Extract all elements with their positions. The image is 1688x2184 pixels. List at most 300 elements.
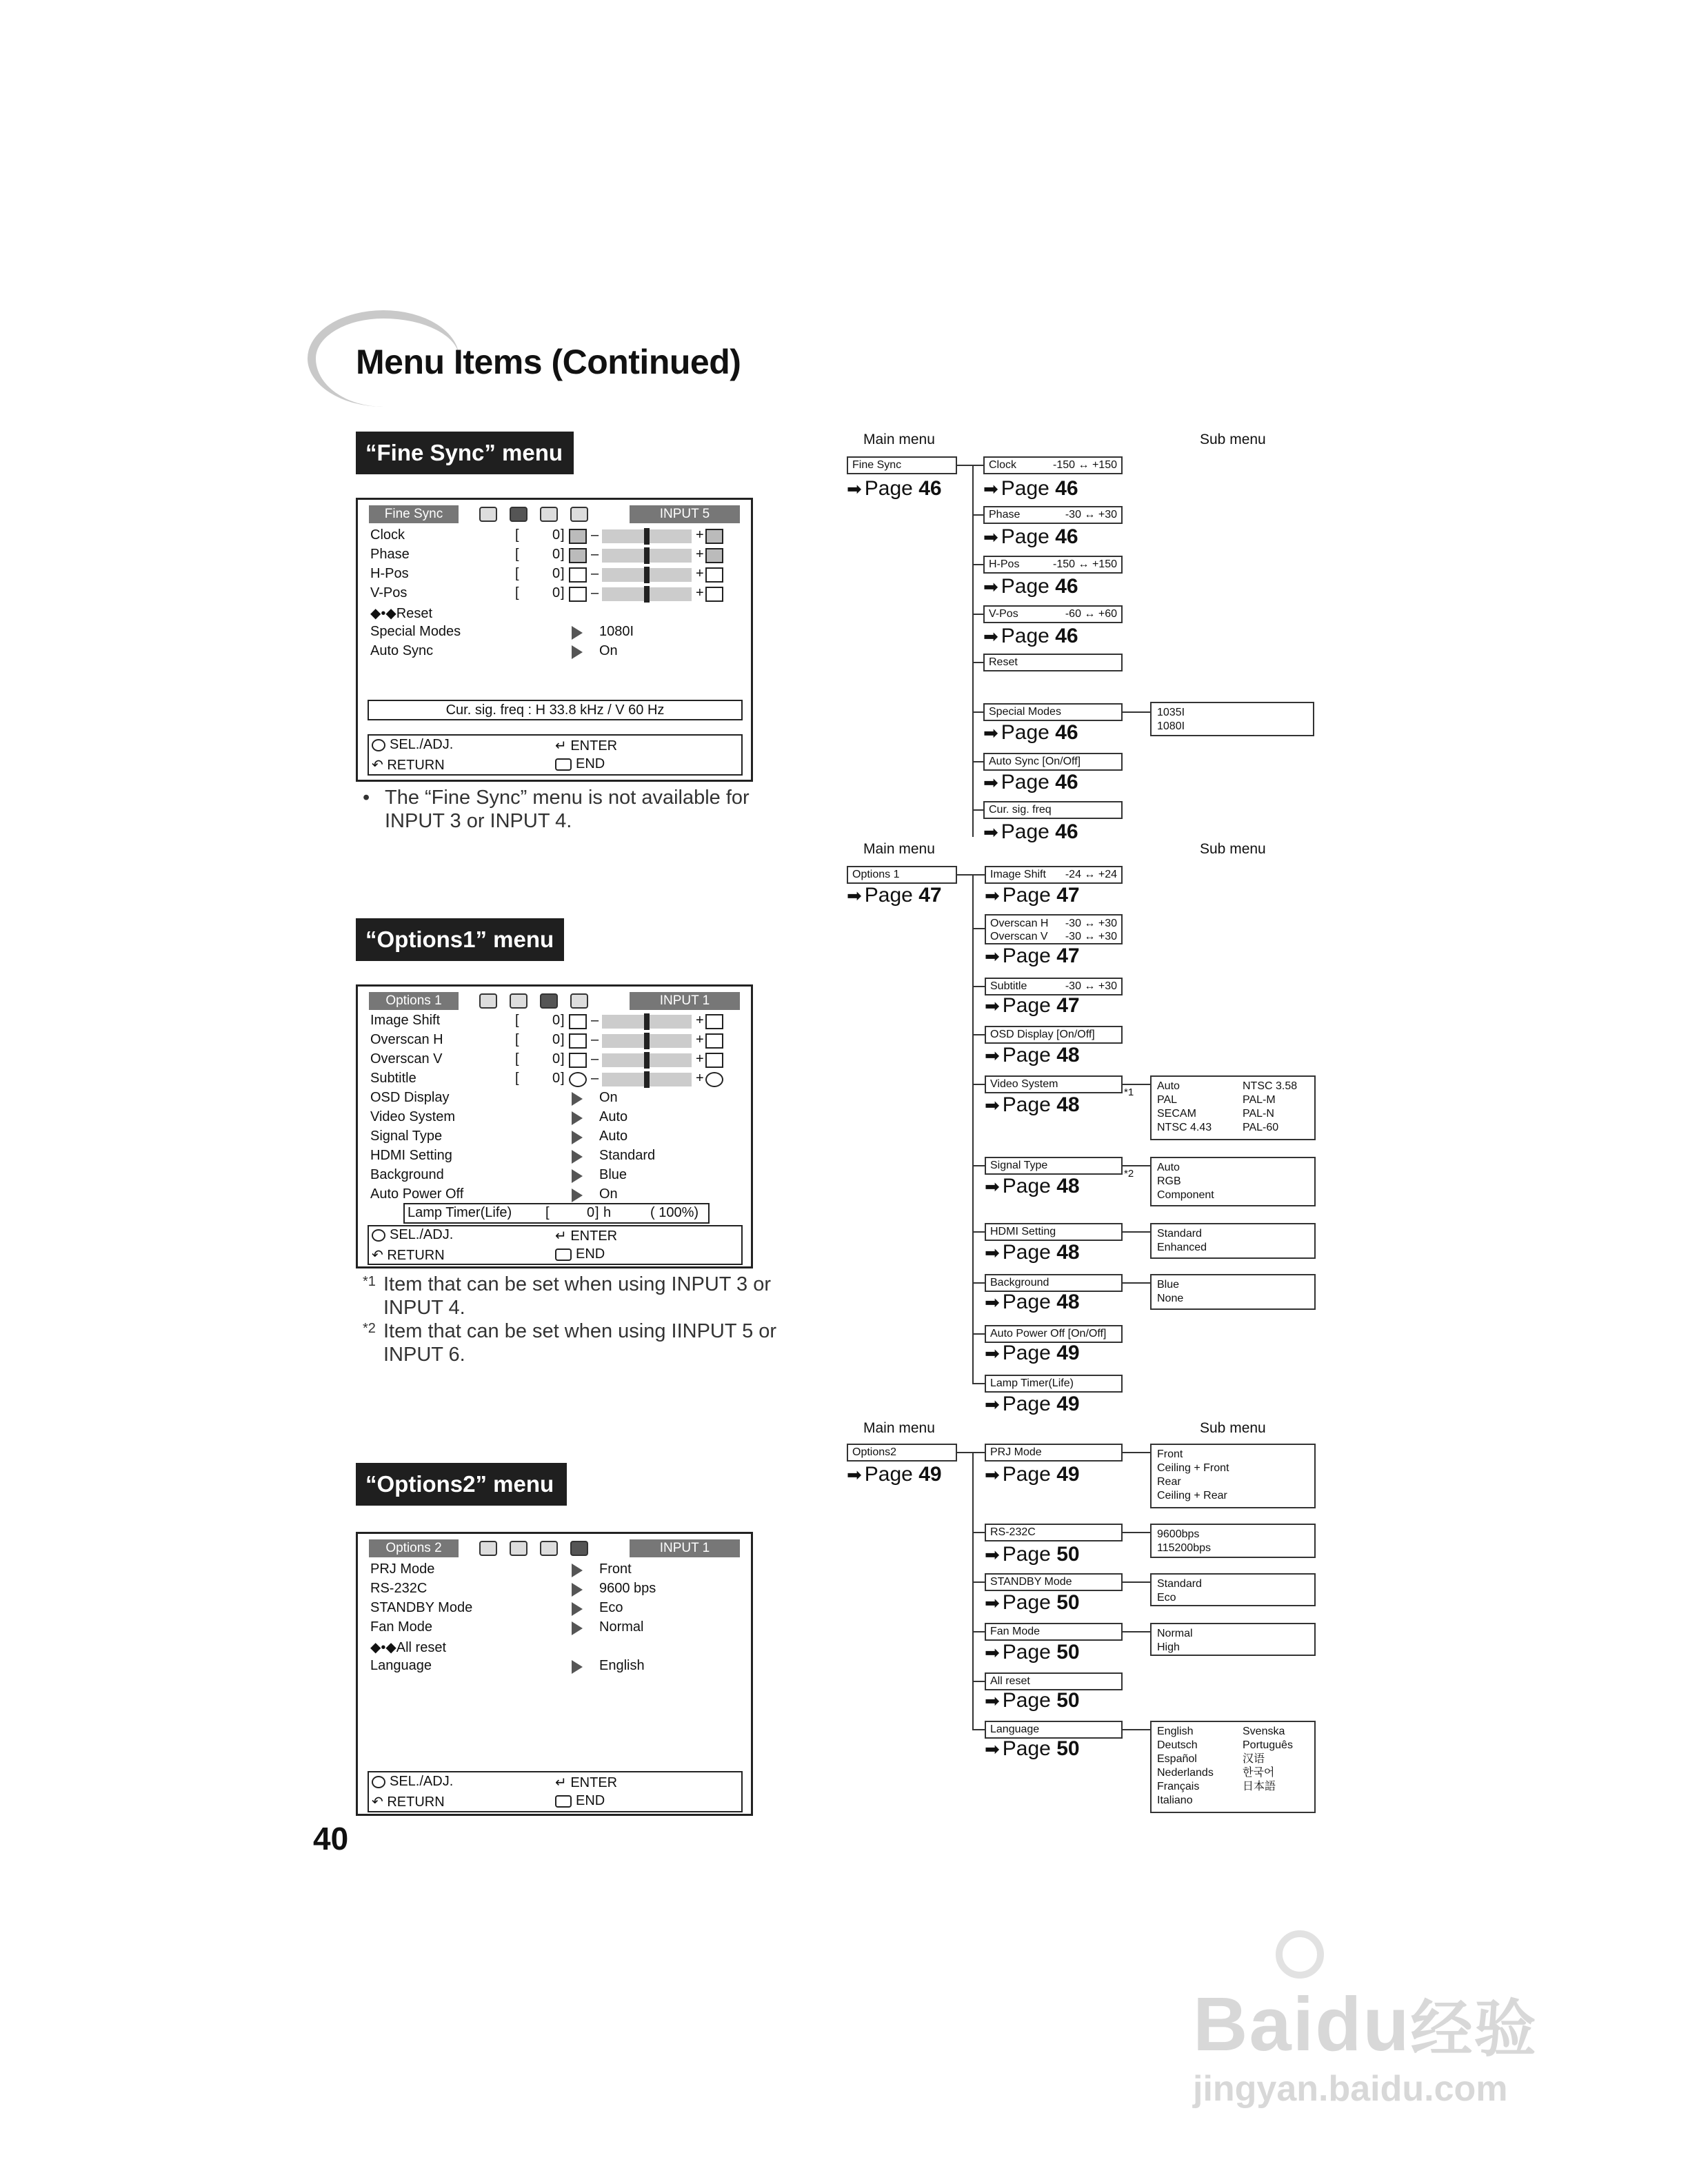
tree-item-signal-type: Signal Type bbox=[985, 1157, 1123, 1175]
tree-connector bbox=[972, 1532, 985, 1533]
minus-sign: – bbox=[591, 1071, 599, 1086]
return-hint bbox=[372, 1246, 445, 1264]
osd-item-label[interactable]: RS-232C bbox=[370, 1581, 428, 1596]
tree-item-fan-mode: Fan Mode bbox=[985, 1623, 1123, 1641]
osd-row-label: Phase bbox=[370, 547, 410, 562]
clock-slider[interactable] bbox=[602, 529, 692, 543]
tree-page-ref bbox=[983, 525, 1078, 549]
submenu-special-modes bbox=[1150, 702, 1314, 736]
submenu-hdmi-setting bbox=[1150, 1223, 1316, 1259]
page-arrow-icon: ➡ bbox=[985, 1593, 1000, 1613]
end-hint bbox=[555, 1793, 605, 1811]
page-word: Page bbox=[1001, 575, 1049, 598]
page-word: Page bbox=[1002, 1393, 1051, 1415]
tree-item-video-system: Video System bbox=[985, 1075, 1123, 1093]
slider-knob[interactable] bbox=[644, 1052, 650, 1069]
tree-item-osd-display: OSD Display [On/Off] bbox=[985, 1026, 1123, 1044]
overscan-h-value: 0 bbox=[552, 1032, 561, 1047]
tree-item-lamp-timer: Lamp Timer(Life) bbox=[985, 1375, 1123, 1393]
picture-tab-icon[interactable] bbox=[479, 507, 497, 522]
tree-connector bbox=[972, 1631, 985, 1632]
page-arrow-icon: ➡ bbox=[985, 995, 1000, 1016]
slider-knob[interactable] bbox=[644, 586, 650, 603]
tree-connector bbox=[972, 514, 983, 516]
fine-sync-tab-icon[interactable] bbox=[510, 1541, 528, 1556]
v-pos-slider[interactable] bbox=[602, 587, 692, 601]
language-value: English bbox=[599, 1658, 645, 1673]
sub-option: Italiano bbox=[1157, 1794, 1193, 1806]
submenu-arrow-icon bbox=[572, 1150, 583, 1164]
sub-option: 115200bps bbox=[1157, 1542, 1211, 1554]
page-word: Page bbox=[1001, 820, 1049, 843]
page-num: 50 bbox=[1056, 1737, 1080, 1760]
slider-knob[interactable] bbox=[644, 1013, 650, 1030]
tree-item-phase bbox=[983, 506, 1123, 524]
tree-item-all-reset: All reset bbox=[985, 1672, 1123, 1690]
tree-connector bbox=[957, 465, 974, 466]
tree-item-v-pos bbox=[983, 605, 1123, 623]
slider-knob[interactable] bbox=[644, 567, 650, 583]
sub-option: Ceiling + Front bbox=[1157, 1462, 1229, 1474]
overscan-v-value: 0 bbox=[552, 1051, 561, 1066]
page-num: 50 bbox=[1056, 1543, 1080, 1566]
baidu-watermark bbox=[1186, 1930, 1572, 2123]
page-arrow-icon: ➡ bbox=[985, 946, 1000, 967]
brand-cn: 经验 bbox=[1410, 1995, 1538, 2064]
page-num: 46 bbox=[1055, 721, 1078, 744]
osd-tab-bar bbox=[368, 505, 740, 523]
tree-connector bbox=[972, 1383, 985, 1384]
tree-connector bbox=[972, 1034, 985, 1035]
image-shift-slider[interactable] bbox=[602, 1015, 692, 1029]
sub-option: Standard bbox=[1157, 1228, 1202, 1240]
footnote-text: Item that can be set when using IINPUT 5 or INPUT 6. bbox=[383, 1320, 777, 1366]
item-range: -30 ↔ +30 bbox=[1065, 509, 1117, 520]
sub-column bbox=[1157, 1725, 1214, 1808]
submenu-arrow-icon bbox=[572, 626, 583, 640]
osd-item-value: 9600 bps bbox=[599, 1581, 656, 1596]
sel-adj-label: SEL./ADJ. bbox=[390, 737, 454, 752]
page-num: 47 bbox=[918, 884, 942, 907]
reset-arrows-icon: ◆•◆ bbox=[370, 606, 396, 621]
reset-arrows-icon: ◆•◆ bbox=[370, 1640, 396, 1655]
tree-connector bbox=[972, 809, 983, 811]
enter-hint bbox=[555, 1227, 617, 1245]
tree-trunk bbox=[972, 1452, 974, 1729]
sub-option: Enhanced bbox=[1157, 1242, 1207, 1253]
sub-option: Nederlands bbox=[1157, 1767, 1214, 1779]
end-hint bbox=[555, 756, 605, 774]
minus-sign: – bbox=[591, 527, 599, 543]
options2-tab-icon[interactable] bbox=[570, 993, 588, 1009]
sel-adj-hint bbox=[372, 1774, 453, 1792]
tree-connector bbox=[972, 1452, 985, 1453]
sub-option: Português bbox=[1243, 1739, 1293, 1751]
page-num: 47 bbox=[1056, 944, 1080, 967]
osd-row-label: Clock bbox=[370, 527, 405, 543]
footnote-mark: *2 bbox=[363, 1321, 376, 1336]
page-num: 47 bbox=[1056, 884, 1080, 907]
end-label: END bbox=[576, 756, 605, 771]
osd-item-value: Standard bbox=[599, 1148, 656, 1163]
minus-sign: – bbox=[591, 566, 599, 581]
submenu-arrow-icon bbox=[572, 1660, 583, 1674]
page-arrow-icon: ➡ bbox=[985, 1343, 1000, 1364]
tree-page-ref bbox=[983, 477, 1078, 501]
fine-sync-section-title: “Fine Sync” menu bbox=[356, 432, 574, 474]
tree-page-ref bbox=[983, 575, 1078, 598]
item-label: Overscan V bbox=[990, 931, 1048, 942]
submenu-video-system bbox=[1150, 1075, 1316, 1140]
options2-tab-icon[interactable] bbox=[570, 1541, 588, 1556]
page-num: 46 bbox=[1055, 820, 1078, 843]
osd-footer bbox=[368, 1225, 743, 1265]
page-arrow-icon: ➡ bbox=[847, 478, 862, 499]
bracket-open: [ bbox=[515, 585, 519, 600]
tree-connector bbox=[972, 928, 985, 929]
page-arrow-icon: ➡ bbox=[983, 527, 998, 547]
enter-hint bbox=[555, 1774, 617, 1792]
osd-row-label: V-Pos bbox=[370, 585, 408, 600]
page-num: 48 bbox=[1056, 1093, 1080, 1116]
minus-sign: – bbox=[591, 1013, 599, 1028]
submenu-arrow-icon bbox=[572, 1583, 583, 1597]
osd-row-label: Overscan V bbox=[370, 1051, 443, 1066]
slider-knob[interactable] bbox=[644, 528, 650, 545]
page-arrow-icon: ➡ bbox=[985, 1739, 1000, 1759]
osd-footer bbox=[368, 734, 743, 776]
return-label: RETURN bbox=[387, 1248, 445, 1263]
overscan-v-slider[interactable] bbox=[602, 1053, 692, 1067]
tree-main-options2: Options2 bbox=[847, 1444, 957, 1462]
options1-tab-icon[interactable] bbox=[540, 993, 558, 1009]
minus-sign: – bbox=[591, 547, 599, 562]
sub-option: 汉语 bbox=[1243, 1753, 1265, 1765]
h-pos-plus-icon bbox=[705, 567, 723, 583]
tree-item-prj-mode: PRJ Mode bbox=[985, 1444, 1123, 1462]
main-menu-header: Main menu bbox=[863, 432, 935, 447]
h-pos-slider[interactable] bbox=[602, 568, 692, 582]
osd-item-label[interactable]: STANDBY Mode bbox=[370, 1600, 473, 1615]
return-hint bbox=[372, 756, 445, 774]
page-arrow-icon: ➡ bbox=[985, 1292, 1000, 1313]
page-word: Page bbox=[1002, 1291, 1051, 1313]
sub-option: PAL bbox=[1157, 1094, 1178, 1106]
enter-label: ENTER bbox=[570, 1228, 618, 1244]
phase-icon bbox=[569, 548, 587, 563]
item-label: V-Pos bbox=[989, 608, 1018, 620]
minus-sign: – bbox=[591, 585, 599, 600]
submenu-arrow-icon bbox=[572, 1169, 583, 1183]
page-arrow-icon: ➡ bbox=[847, 885, 862, 906]
osd-item-label[interactable]: Background bbox=[370, 1167, 444, 1182]
sub-menu-header: Sub menu bbox=[1200, 1420, 1266, 1436]
tree-page-ref bbox=[985, 1241, 1080, 1264]
osd-item-label[interactable]: PRJ Mode bbox=[370, 1561, 435, 1577]
page-word: Page bbox=[864, 477, 913, 500]
subtitle-slider[interactable] bbox=[602, 1073, 692, 1086]
page-num: 48 bbox=[1056, 1044, 1080, 1066]
tree-connector bbox=[1123, 1532, 1150, 1533]
main-menu-header: Main menu bbox=[863, 1420, 935, 1436]
tree-connector bbox=[972, 465, 983, 466]
phase-value: 0 bbox=[552, 547, 561, 562]
submenu-fan-mode bbox=[1150, 1623, 1316, 1656]
item-range: -24 ↔ +24 bbox=[1065, 869, 1117, 880]
bracket-open: [ bbox=[515, 547, 519, 562]
phase-slider[interactable] bbox=[602, 549, 692, 563]
page-num: 46 bbox=[918, 477, 942, 500]
fine-sync-tab-icon[interactable] bbox=[510, 993, 528, 1009]
osd-item-label[interactable]: HDMI Setting bbox=[370, 1148, 452, 1163]
minus-sign: – bbox=[591, 1032, 599, 1047]
bracket-close: ] bbox=[561, 1051, 565, 1066]
sel-adj-hint bbox=[372, 1227, 453, 1245]
tree-item-auto-sync: Auto Sync [On/Off] bbox=[983, 753, 1123, 771]
overscan-v-icon bbox=[569, 1053, 587, 1068]
signal-frequency-readout: Cur. sig. freq : H 33.8 kHz / V 60 Hz bbox=[368, 700, 743, 720]
item-label: Image Shift bbox=[990, 869, 1046, 880]
osd-item-label[interactable]: Fan Mode bbox=[370, 1619, 433, 1635]
slider-knob[interactable] bbox=[644, 1033, 650, 1049]
page-num: 49 bbox=[918, 1463, 942, 1486]
options1-tab-icon[interactable] bbox=[540, 507, 558, 522]
enter-hint bbox=[555, 737, 617, 755]
end-label: END bbox=[576, 1246, 605, 1262]
page-word: Page bbox=[1001, 625, 1049, 647]
osd-item-value: Front bbox=[599, 1561, 632, 1577]
page-word: Page bbox=[1002, 1044, 1051, 1066]
fine-sync-tab-icon[interactable] bbox=[510, 507, 528, 522]
language-label[interactable]: Language bbox=[370, 1658, 432, 1673]
submenu-arrow-icon bbox=[572, 1189, 583, 1202]
options1-osd bbox=[356, 984, 753, 1268]
enter-icon: ↵ bbox=[555, 1775, 571, 1790]
image-shift-plus-icon bbox=[705, 1014, 723, 1029]
bracket-open: [ bbox=[515, 1032, 519, 1047]
menu-button-icon bbox=[555, 1248, 572, 1261]
sub-option: Deutsch bbox=[1157, 1739, 1198, 1751]
tree-item-subtitle bbox=[985, 978, 1123, 995]
page-word: Page bbox=[1002, 1689, 1051, 1712]
osd-input-label: INPUT 1 bbox=[630, 992, 740, 1010]
tree-item-overscan bbox=[985, 914, 1123, 944]
tree-page-ref bbox=[985, 1393, 1080, 1416]
v-pos-value: 0 bbox=[552, 585, 561, 600]
osd-footer bbox=[368, 1771, 743, 1812]
tree-item-image-shift bbox=[985, 866, 1123, 884]
submenu-arrow-icon bbox=[572, 1621, 583, 1635]
footnote-mark: *2 bbox=[1124, 1168, 1134, 1180]
submenu-signal-type bbox=[1150, 1157, 1316, 1206]
menu-button-icon bbox=[555, 758, 572, 771]
osd-tab-bar bbox=[368, 992, 740, 1010]
bracket-close: ] bbox=[561, 1032, 565, 1047]
special-modes-label[interactable]: Special Modes bbox=[370, 624, 461, 639]
osd-item-value: Auto bbox=[599, 1129, 628, 1144]
item-range: -150 ↔ +150 bbox=[1053, 459, 1117, 471]
tree-connector bbox=[972, 874, 985, 876]
page-arrow-icon: ➡ bbox=[983, 722, 998, 743]
picture-tab-icon[interactable] bbox=[479, 1541, 497, 1556]
page-word: Page bbox=[1002, 1641, 1051, 1664]
page-word: Page bbox=[1002, 994, 1051, 1017]
osd-all-reset-item[interactable] bbox=[370, 1639, 446, 1657]
footnote-text: Item that can be set when using INPUT 3 or INPUT 4. bbox=[383, 1273, 772, 1319]
submenu-prj-mode bbox=[1150, 1444, 1316, 1508]
options2-osd bbox=[356, 1532, 753, 1816]
osd-item-label[interactable]: OSD Display bbox=[370, 1090, 450, 1105]
tree-page-ref bbox=[985, 1342, 1080, 1365]
bracket-open: [ bbox=[515, 566, 519, 581]
page-arrow-icon: ➡ bbox=[985, 885, 1000, 906]
tree-connector bbox=[972, 1729, 985, 1730]
tree-item-hdmi-setting: HDMI Setting bbox=[985, 1223, 1123, 1241]
osd-item-value: Auto bbox=[599, 1109, 628, 1124]
page-arrow-icon: ➡ bbox=[983, 772, 998, 793]
tree-item-auto-power-off: Auto Power Off [On/Off] bbox=[985, 1325, 1123, 1343]
tree-connector bbox=[972, 1165, 985, 1166]
osd-reset-item[interactable] bbox=[370, 605, 432, 623]
sub-option: Ceiling + Rear bbox=[1157, 1490, 1227, 1502]
tree-page-ref bbox=[985, 1641, 1080, 1664]
tree-item-rs232c: RS-232C bbox=[985, 1524, 1123, 1541]
item-label: H-Pos bbox=[989, 558, 1020, 570]
page-word: Page bbox=[1002, 1175, 1051, 1197]
image-shift-icon bbox=[569, 1014, 587, 1029]
osd-row-label: Image Shift bbox=[370, 1013, 441, 1028]
dpad-icon bbox=[372, 739, 385, 751]
lamp-hours-unit: h bbox=[603, 1205, 612, 1220]
tree-connector bbox=[972, 662, 983, 663]
plus-sign: + bbox=[696, 547, 704, 562]
page-num: 46 bbox=[1055, 771, 1078, 793]
return-icon: ↶ bbox=[372, 1794, 388, 1810]
page-word: Page bbox=[1001, 771, 1049, 793]
tree-page-ref bbox=[985, 1591, 1080, 1615]
enter-label: ENTER bbox=[570, 738, 618, 754]
osd-item-label[interactable]: Video System bbox=[370, 1109, 456, 1124]
sub-option: Component bbox=[1157, 1189, 1214, 1201]
page-word: Page bbox=[1002, 1591, 1051, 1614]
osd-row-label: H-Pos bbox=[370, 566, 409, 581]
page-word: Page bbox=[1002, 1463, 1051, 1486]
sub-option: Auto bbox=[1157, 1162, 1180, 1173]
sub-option: Front bbox=[1157, 1448, 1183, 1460]
slider-knob[interactable] bbox=[644, 1071, 650, 1088]
page-num: 46 bbox=[1055, 477, 1078, 500]
sel-adj-label: SEL./ADJ. bbox=[390, 1774, 454, 1789]
submenu-arrow-icon bbox=[572, 1092, 583, 1106]
page-word: Page bbox=[1002, 1093, 1051, 1116]
page-word: Page bbox=[1002, 944, 1051, 967]
osd-input-label: INPUT 5 bbox=[630, 505, 740, 523]
sel-adj-hint bbox=[372, 737, 453, 755]
overscan-v-plus-icon bbox=[705, 1053, 723, 1068]
auto-sync-label[interactable]: Auto Sync bbox=[370, 643, 434, 658]
bracket-close: ] bbox=[561, 527, 565, 543]
osd-tab-options1[interactable]: Options 1 bbox=[369, 992, 459, 1010]
sub-option: Français bbox=[1157, 1781, 1200, 1792]
page-num: 46 bbox=[1055, 525, 1078, 548]
tree-page-ref bbox=[847, 884, 942, 907]
sub-option: SECAM bbox=[1157, 1108, 1196, 1120]
enter-icon: ↵ bbox=[555, 738, 571, 754]
page-word: Page bbox=[1002, 1737, 1051, 1760]
tree-connector bbox=[957, 874, 974, 876]
page-word: Page bbox=[1001, 721, 1049, 744]
picture-tab-icon[interactable] bbox=[479, 993, 497, 1009]
bracket-close: ] bbox=[561, 1071, 565, 1086]
watermark-brand bbox=[1193, 1979, 1538, 2068]
auto-sync-value: On bbox=[599, 643, 618, 658]
submenu-standby-mode bbox=[1150, 1573, 1316, 1606]
item-label: Clock bbox=[989, 459, 1017, 471]
options1-tab-icon[interactable] bbox=[540, 1541, 558, 1556]
tree-connector bbox=[972, 1231, 985, 1233]
tree-page-ref bbox=[847, 477, 942, 501]
overscan-h-slider[interactable] bbox=[602, 1034, 692, 1048]
tree-connector bbox=[972, 564, 983, 565]
osd-tab-fine-sync[interactable]: Fine Sync bbox=[369, 505, 459, 523]
sub-option: 9600bps bbox=[1157, 1528, 1200, 1540]
sub-column bbox=[1243, 1725, 1293, 1794]
page-num: 46 bbox=[1055, 575, 1078, 598]
tree-item-clock bbox=[983, 456, 1123, 474]
options2-tab-icon[interactable] bbox=[570, 507, 588, 522]
page-num: 49 bbox=[1056, 1463, 1080, 1486]
item-label: Overscan H bbox=[990, 918, 1049, 929]
osd-tab-options2[interactable]: Options 2 bbox=[369, 1539, 459, 1557]
osd-item-label[interactable]: Signal Type bbox=[370, 1129, 443, 1144]
h-pos-icon bbox=[569, 567, 587, 583]
sub-option: Español bbox=[1157, 1753, 1197, 1765]
item-range: -150 ↔ +150 bbox=[1053, 558, 1117, 570]
page-word: Page bbox=[1002, 884, 1051, 907]
sub-option: 1080I bbox=[1157, 720, 1185, 732]
page-num: 50 bbox=[1056, 1591, 1080, 1614]
item-label: Phase bbox=[989, 509, 1021, 520]
page-arrow-icon: ➡ bbox=[985, 1642, 1000, 1663]
tree-page-ref bbox=[985, 994, 1080, 1018]
bracket-close: ] bbox=[561, 585, 565, 600]
osd-item-label[interactable]: Auto Power Off bbox=[370, 1186, 464, 1202]
sub-option: 日本語 bbox=[1243, 1781, 1276, 1792]
return-hint bbox=[372, 1793, 445, 1811]
plus-sign: + bbox=[696, 1013, 704, 1028]
sub-option: Svenska bbox=[1243, 1726, 1285, 1737]
paw-logo-icon bbox=[1276, 1930, 1324, 1979]
phase-plus-icon bbox=[705, 548, 723, 563]
bracket-open: [ bbox=[515, 1071, 519, 1086]
subtitle-icon bbox=[569, 1072, 587, 1087]
v-pos-plus-icon bbox=[705, 587, 723, 602]
tree-connector bbox=[1123, 1581, 1150, 1583]
fine-sync-note bbox=[363, 786, 776, 833]
tree-page-ref bbox=[985, 1463, 1080, 1486]
tree-page-ref bbox=[985, 1689, 1080, 1712]
tree-page-ref bbox=[985, 1093, 1080, 1117]
plus-sign: + bbox=[696, 1071, 704, 1086]
slider-knob[interactable] bbox=[644, 547, 650, 564]
tree-item-h-pos bbox=[983, 556, 1123, 574]
page-arrow-icon: ➡ bbox=[983, 478, 998, 499]
tree-connector bbox=[972, 1581, 985, 1583]
enter-label: ENTER bbox=[570, 1775, 618, 1790]
tree-connector bbox=[1123, 1729, 1150, 1730]
options1-footnote-1 bbox=[363, 1273, 804, 1320]
dpad-icon bbox=[372, 1229, 385, 1242]
